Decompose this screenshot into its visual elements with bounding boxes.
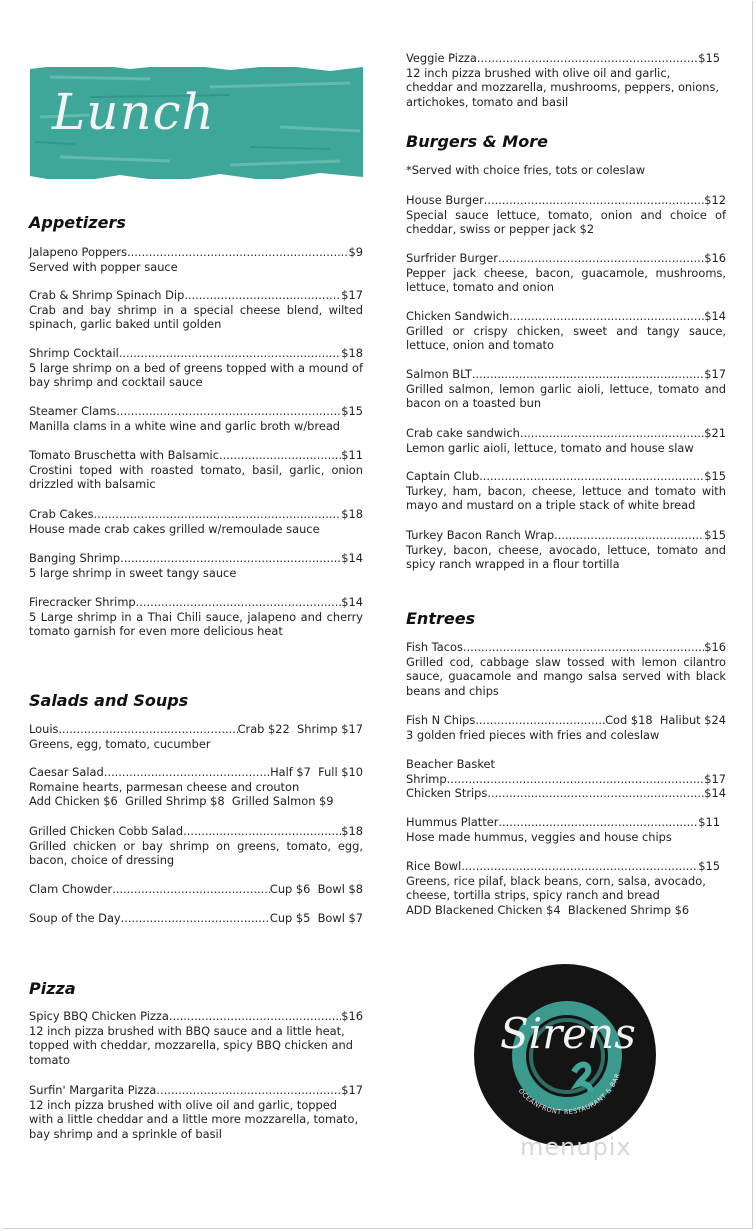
- item-name: Louis: [29, 722, 59, 736]
- item-name: Fish N Chips: [406, 713, 476, 727]
- item-name: Soup of the Day: [29, 911, 121, 925]
- heading-pizza: Pizza: [29, 979, 76, 998]
- item-price: Half $7 Full $10: [270, 765, 363, 779]
- item-price: $15: [341, 404, 363, 418]
- menu-item: [406, 815, 720, 844]
- menu-item: [406, 528, 726, 572]
- item-desc: 3 golden fried pieces with fries and coleslaw: [406, 727, 660, 742]
- item-desc: Romaine hearts, parmesan cheese and crouton: [29, 779, 300, 794]
- heading-salads-soups: Salads and Soups: [29, 691, 189, 710]
- item-desc: Greens, egg, tomato, cucumber: [29, 736, 211, 751]
- item-price: Cup $6 Bowl $8: [269, 882, 363, 896]
- menu-item: [406, 859, 720, 917]
- item-desc: Pepper jack cheese, bacon, guacamole, mushrooms, lettuce, tomato and onion: [406, 265, 726, 295]
- item-add-ons: ADD Blackened Chicken $4 Blackened Shrimp $6: [406, 902, 690, 917]
- item-price: $15: [704, 469, 726, 483]
- item-name: Beacher Basket: [406, 757, 495, 771]
- item-price: $11: [698, 815, 720, 829]
- logo-tagline: OCEANFRONT RESTAURANT & BAR: [516, 1071, 622, 1117]
- item-desc: Crab and bay shrimp in a special cheese blend, wilted spinach, garlic baked until golden: [29, 302, 363, 332]
- lunch-banner: [30, 57, 363, 188]
- item-desc: Turkey, ham, bacon, cheese, lettuce and tomato with mayo and mustard on a triple stack of white bread: [406, 483, 726, 513]
- item-price: $18: [341, 507, 363, 521]
- menu-item: [406, 309, 726, 353]
- banner-title: Lunch: [52, 83, 215, 141]
- sirens-logo: [474, 964, 656, 1146]
- menu-item: [406, 367, 726, 411]
- item-desc: Crostini toped with roasted tomato, basil, garlic, onion drizzled with balsamic: [29, 462, 363, 492]
- item-name: Grilled Chicken Cobb Salad: [29, 824, 184, 838]
- menu-item: [406, 426, 726, 455]
- menu-item: [406, 51, 720, 109]
- menu-item: [29, 722, 363, 751]
- item-price: $16: [341, 1009, 363, 1023]
- item-desc: 12 inch pizza brushed with olive oil and garlic, cheddar and mozzarella, mushrooms, peppers, onions, artichokes, tomato and basil: [406, 65, 720, 109]
- item-price: $15: [698, 859, 720, 873]
- menu-item: [29, 288, 363, 332]
- menu-item: [29, 1083, 363, 1141]
- item-price: $15: [704, 528, 726, 542]
- item-name: Clam Chowder: [29, 882, 113, 896]
- watermark: menupix: [520, 1133, 632, 1161]
- burgers-note: *Served with choice fries, tots or coleslaw: [406, 163, 646, 177]
- item-name: Rice Bowl: [406, 859, 462, 873]
- item-price: $18: [341, 824, 363, 838]
- item-price: $15: [698, 51, 720, 65]
- item-desc: Grilled or crispy chicken, sweet and tangy sauce, lettuce, onion and tomato: [406, 323, 726, 353]
- item-desc: 12 inch pizza brushed with BBQ sauce and a little heat, topped with cheddar, mozzarella, spicy BBQ chicken and tomato: [29, 1023, 353, 1067]
- item-name: Shrimp Cocktail: [29, 346, 119, 360]
- item-price: Cup $5 Bowl $7: [269, 911, 363, 925]
- item-name: Surfin' Margarita Pizza: [29, 1083, 157, 1097]
- sub-item-name: Chicken Strips: [406, 786, 488, 801]
- item-price: Crab $22 Shrimp $17: [237, 722, 363, 736]
- menu-item: [406, 469, 726, 513]
- item-desc: Grilled cod, cabbage slaw tossed with lemon cilantro sauce, guacamole and mango salsa served with black beans and chips: [406, 654, 726, 698]
- item-add-ons: Add Chicken $6 Grilled Shrimp $8 Grilled Salmon $9: [29, 794, 334, 809]
- item-name: Salmon BLT: [406, 367, 472, 381]
- item-desc: Turkey, bacon, cheese, avocado, lettuce, tomato and spicy ranch wrapped in a flour tortilla: [406, 542, 726, 572]
- item-name: Jalapeno Poppers: [29, 245, 128, 259]
- menu-item: [29, 1009, 363, 1067]
- item-name: Captain Club: [406, 469, 480, 483]
- heading-entrees: Entrees: [406, 609, 476, 628]
- item-name: Crab cake sandwich: [406, 426, 520, 440]
- item-price: $21: [704, 426, 726, 440]
- item-name: Tomato Bruschetta with Balsamic: [29, 448, 219, 462]
- menu-item: [29, 448, 363, 492]
- sub-item-price: $17: [704, 771, 726, 786]
- item-desc: 5 large shrimp on a bed of greens topped with a mound of bay shrimp and cocktail sauce: [29, 360, 363, 390]
- item-name: Fish Tacos: [406, 640, 463, 654]
- menu-item: [29, 765, 363, 809]
- item-name: Caesar Salad: [29, 765, 104, 779]
- item-name: Chicken Sandwich: [406, 309, 510, 323]
- item-name: Steamer Clams: [29, 404, 117, 418]
- item-name: Veggie Pizza: [406, 51, 477, 65]
- item-desc: Hose made hummus, veggies and house chips: [406, 829, 672, 844]
- item-price: $14: [341, 551, 363, 565]
- sub-item-price: $14: [704, 786, 726, 801]
- sub-item-name: Shrimp: [406, 771, 447, 786]
- item-price: $12: [704, 193, 726, 207]
- item-desc: Grilled salmon, lemon garlic aioli, lettuce, tomato and bacon on a toasted bun: [406, 381, 726, 411]
- item-desc: Grilled chicken or bay shrimp on greens, tomato, egg, bacon, choice of dressing: [29, 838, 363, 868]
- item-desc: Lemon garlic aioli, lettuce, tomato and house slaw: [406, 440, 694, 455]
- item-name: Firecracker Shrimp: [29, 595, 136, 609]
- heading-burgers: Burgers & More: [406, 132, 548, 151]
- menu-item: [29, 595, 363, 639]
- item-name: Hummus Platter: [406, 815, 499, 829]
- menu-item: [406, 757, 726, 801]
- menu-item: [406, 193, 726, 237]
- item-name: Crab & Shrimp Spinach Dip: [29, 288, 185, 302]
- menu-item: [406, 251, 726, 295]
- heading-appetizers: Appetizers: [29, 213, 126, 232]
- item-name: Surfrider Burger: [406, 251, 498, 265]
- item-desc: Served with popper sauce: [29, 259, 178, 274]
- item-price: $14: [341, 595, 363, 609]
- menu-item: [29, 882, 363, 897]
- menu-item: [29, 507, 363, 536]
- menu-item: [29, 346, 363, 390]
- menu-item: [406, 713, 726, 742]
- item-price: Cod $18 Halibut $24: [605, 713, 726, 727]
- item-price: $18: [341, 346, 363, 360]
- item-name: House Burger: [406, 193, 484, 207]
- item-desc: Greens, rice pilaf, black beans, corn, salsa, avocado, cheese, tortilla strips, spicy ranch and bread: [406, 873, 706, 903]
- menu-item: [29, 245, 363, 274]
- item-price: $17: [704, 367, 726, 381]
- item-name: Banging Shrimp: [29, 551, 121, 565]
- item-desc: 12 inch pizza brushed with olive oil and garlic, topped with a little cheddar and a little more mozzarella, tomato, bay shrimp and a sprinkle of basil: [29, 1097, 359, 1141]
- item-desc: 5 Large shrimp in a Thai Chili sauce, jalapeno and cherry tomato garnish for even more delicious heat: [29, 609, 363, 639]
- menu-item: [29, 824, 363, 868]
- item-price: $11: [341, 448, 363, 462]
- item-price: $16: [704, 251, 726, 265]
- item-price: $14: [704, 309, 726, 323]
- item-name: Spicy BBQ Chicken Pizza: [29, 1009, 169, 1023]
- menu-item: [29, 911, 363, 926]
- item-name: Crab Cakes: [29, 507, 94, 521]
- item-desc: Manilla clams in a white wine and garlic broth w/bread: [29, 418, 341, 433]
- item-desc: Special sauce lettuce, tomato, onion and choice of cheddar, swiss or pepper jack $2: [406, 207, 726, 237]
- item-price: $17: [341, 288, 363, 302]
- menu-item: [29, 404, 363, 433]
- logo-graphic: [474, 964, 656, 1146]
- item-desc: 5 large shrimp in sweet tangy sauce: [29, 565, 237, 580]
- item-price: $16: [704, 640, 726, 654]
- menu-item: [406, 640, 726, 698]
- item-desc: House made crab cakes grilled w/remoulade sauce: [29, 521, 320, 536]
- item-price: $9: [348, 245, 363, 259]
- item-price: $17: [341, 1083, 363, 1097]
- item-name: Turkey Bacon Ranch Wrap: [406, 528, 555, 542]
- menu-item: [29, 551, 363, 580]
- logo-text: Sirens: [500, 1009, 636, 1058]
